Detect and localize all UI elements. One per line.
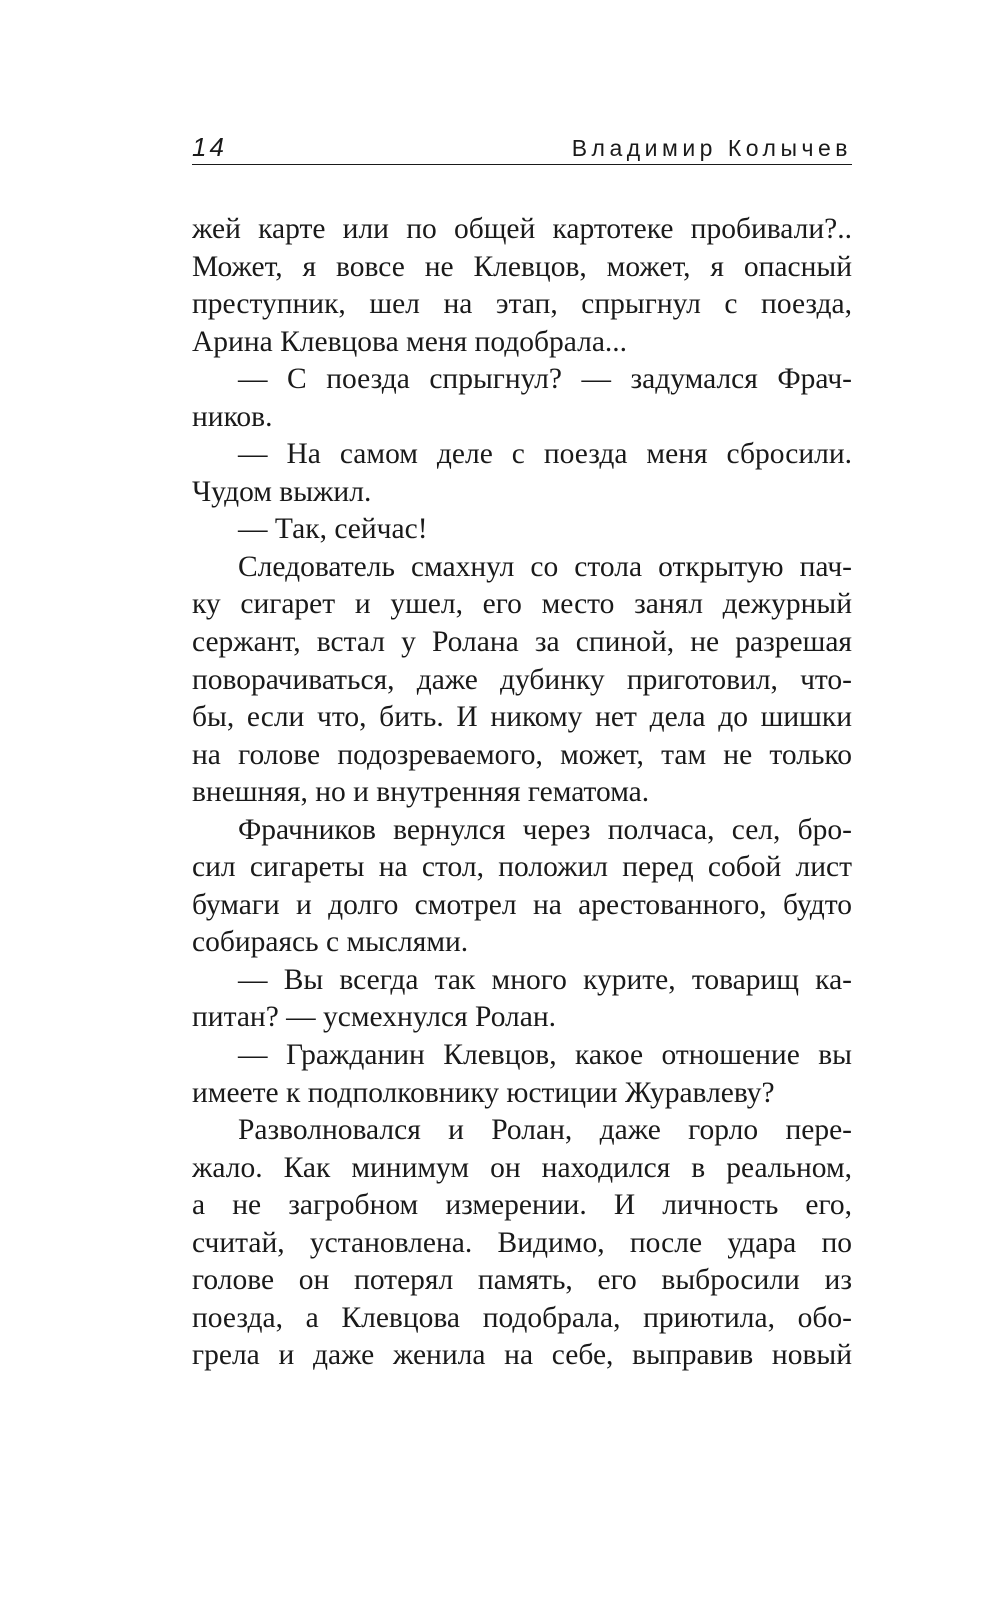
text-line: поезда, а Клевцова подобрала, приютила, обо- [192, 1301, 852, 1334]
author-name: Владимир Колычев [571, 135, 852, 161]
text-line: ку сигарет и ушел, его место занял дежурный [192, 588, 852, 621]
text-line: имеете к подполковнику юстиции Журавлеву? [192, 1076, 775, 1109]
text-line: — Так, сейчас! [238, 513, 428, 546]
text-line: — На самом деле с поезда меня сбросили. [238, 438, 852, 471]
text-line: поворачиваться, даже дубинку приготовил, что- [192, 663, 852, 696]
text-line: а не загробном измерении. И личность его, [192, 1189, 852, 1222]
text-line: ников. [192, 400, 273, 433]
text-line: — С поезда спрыгнул? — задумался Фрач- [238, 363, 852, 396]
text-line: сержант, встал у Ролана за спиной, не разрешая [192, 626, 852, 659]
text-line: жало. Как минимум он находился в реальном, [192, 1151, 852, 1184]
text-line: Разволновался и Ролан, даже горло пере- [238, 1114, 852, 1147]
text-line: — Вы всегда так много курите, товарищ ка- [238, 963, 852, 996]
text-line: — Гражданин Клевцов, какое отношение вы [238, 1039, 852, 1072]
text-line: преступник, шел на этап, спрыгнул с поезда, [192, 288, 852, 321]
text-line: Может, я вовсе не Клевцов, может, я опасный [192, 250, 852, 283]
page-number: 14 [192, 132, 227, 162]
text-line: питан? — усмехнулся Ролан. [192, 1001, 557, 1034]
text-line: собираясь с мыслями. [192, 926, 469, 959]
text-line: Арина Клевцова меня подобрала... [192, 325, 628, 358]
text-line: сил сигареты на стол, положил перед собой лист [192, 851, 852, 884]
text-line: на голове подозреваемого, может, там не только [192, 738, 852, 771]
text-line: Следователь смахнул со стола открытую пач- [238, 550, 852, 583]
text-line: Чудом выжил. [192, 475, 372, 508]
text-line: бы, если что, бить. И никому нет дела до шишки [192, 701, 852, 734]
text-line: Фрачников вернулся через полчаса, сел, бро- [238, 813, 852, 846]
text-line: голове он потерял память, его выбросили из [192, 1264, 852, 1297]
text-line: бумаги и долго смотрел на арестованного, будто [192, 888, 852, 921]
text-line: внешняя, но и внутренняя гематома. [192, 776, 650, 809]
text-line: жей карте или по общей картотеке пробивали?.. [192, 213, 852, 245]
text-line: считай, установлена. Видимо, после удара по [192, 1226, 852, 1259]
running-head [192, 120, 852, 165]
body-text [192, 211, 852, 1375]
text-line: грела и даже женила на себе, выправив новый [192, 1339, 852, 1372]
book-page [192, 120, 852, 1540]
